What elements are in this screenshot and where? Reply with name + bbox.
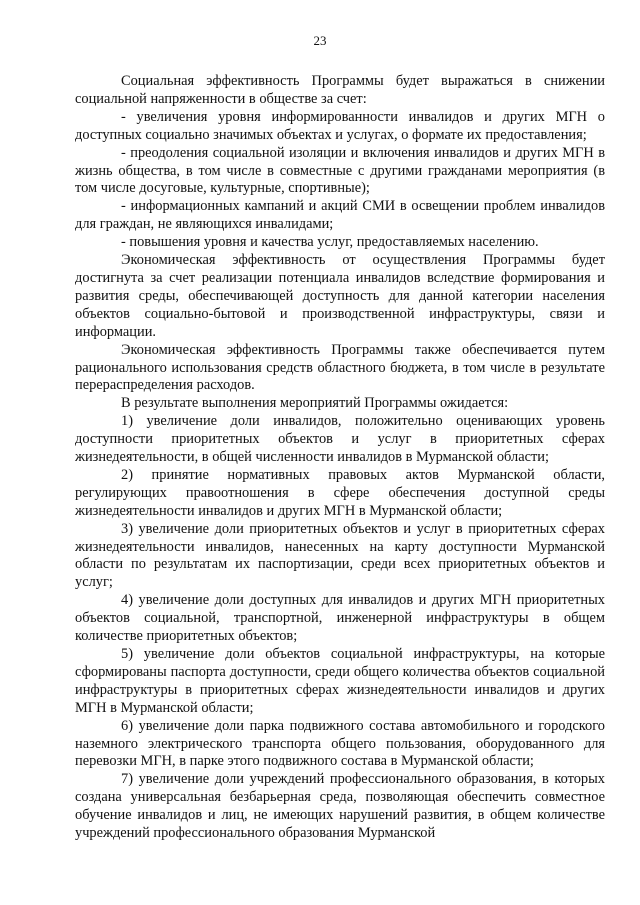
paragraph: 1) увеличение доли инвалидов, положительно оценивающих уровень доступности приоритетных объектов и услуг в приоритетных сферах жизнедеятельности, в общей численности инвалидов в Мурманской области; xyxy=(75,413,605,466)
paragraph: 2) принятие нормативных правовых актов Мурманской области, регулирующих правоотношения в сфере обеспечения доступной среды жизнедеятельности инвалидов и других МГН в Мурманской области; xyxy=(75,466,605,519)
paragraph: 4) увеличение доли доступных для инвалидов и других МГН приоритетных объектов социальной, транспортной, инженерной инфраструктуры в общем количестве приоритетных объектов; xyxy=(75,592,605,645)
paragraph: Экономическая эффективность Программы также обеспечивается путем рационального использования средств областного бюджета, в том числе в результате перераспределения расходов. xyxy=(75,341,605,394)
page-number: 23 xyxy=(313,33,327,48)
paragraph: В результате выполнения мероприятий Программы ожидается: xyxy=(121,395,509,412)
paragraph: - увеличения уровня информированности инвалидов и других МГН о доступных социально значимых объектах и услугах, о формате их предоставления; xyxy=(75,108,605,143)
paragraph: 3) увеличение доли приоритетных объектов и услуг в приоритетных сферах жизнедеятельности инвалидов, нанесенных на карту доступности Мурманской области по результатам их паспортизации, среди всех приоритетных объектов и услуг; xyxy=(75,520,605,591)
paragraph: - информационных кампаний и акций СМИ в освещении проблем инвалидов для граждан, не являющихся инвалидами; xyxy=(75,198,605,233)
paragraph: 7) увеличение доли учреждений профессионального образования, в которых создана универсальная безбарьерная среда, позволяющая обеспечить совместное обучение инвалидов и лиц, не имеющих нарушений развития, в общем количестве учреждений профессионального образования Мурманской xyxy=(75,771,605,842)
paragraph: - преодоления социальной изоляции и включения инвалидов и других МГН в жизнь общества, в том числе в совместные с другими гражданами мероприятия (в том числе досуговые, культурные, спортивные); xyxy=(75,144,605,197)
paragraph: Экономическая эффективность от осуществления Программы будет достигнута за счет реализации потенциала инвалидов вследствие формирования и развития среды, обеспечивающей доступность для данной категории населения объектов социально-бытовой и производственной инфраструктуры, связи и информации. xyxy=(75,252,605,340)
paragraph: 6) увеличение доли парка подвижного состава автомобильного и городского наземного электрического транспорта общего пользования, оборудованного для перевозки МГН, в парке этого подвижного состава в Мурманской области; xyxy=(75,717,605,770)
paragraph: 5) увеличение доли объектов социальной инфраструктуры, на которые сформированы паспорта доступности, среди общего количества объектов социальной инфраструктуры в приоритетных сферах жизнедеятельности инвалидов и других МГН в Мурманской области; xyxy=(75,646,605,716)
body-text xyxy=(75,73,605,843)
paragraph: Социальная эффективность Программы будет выражаться в снижении социальной напряженности в обществе за счет: xyxy=(75,73,605,107)
paragraph: - повышения уровня и качества услуг, предоставляемых населению. xyxy=(121,234,539,251)
